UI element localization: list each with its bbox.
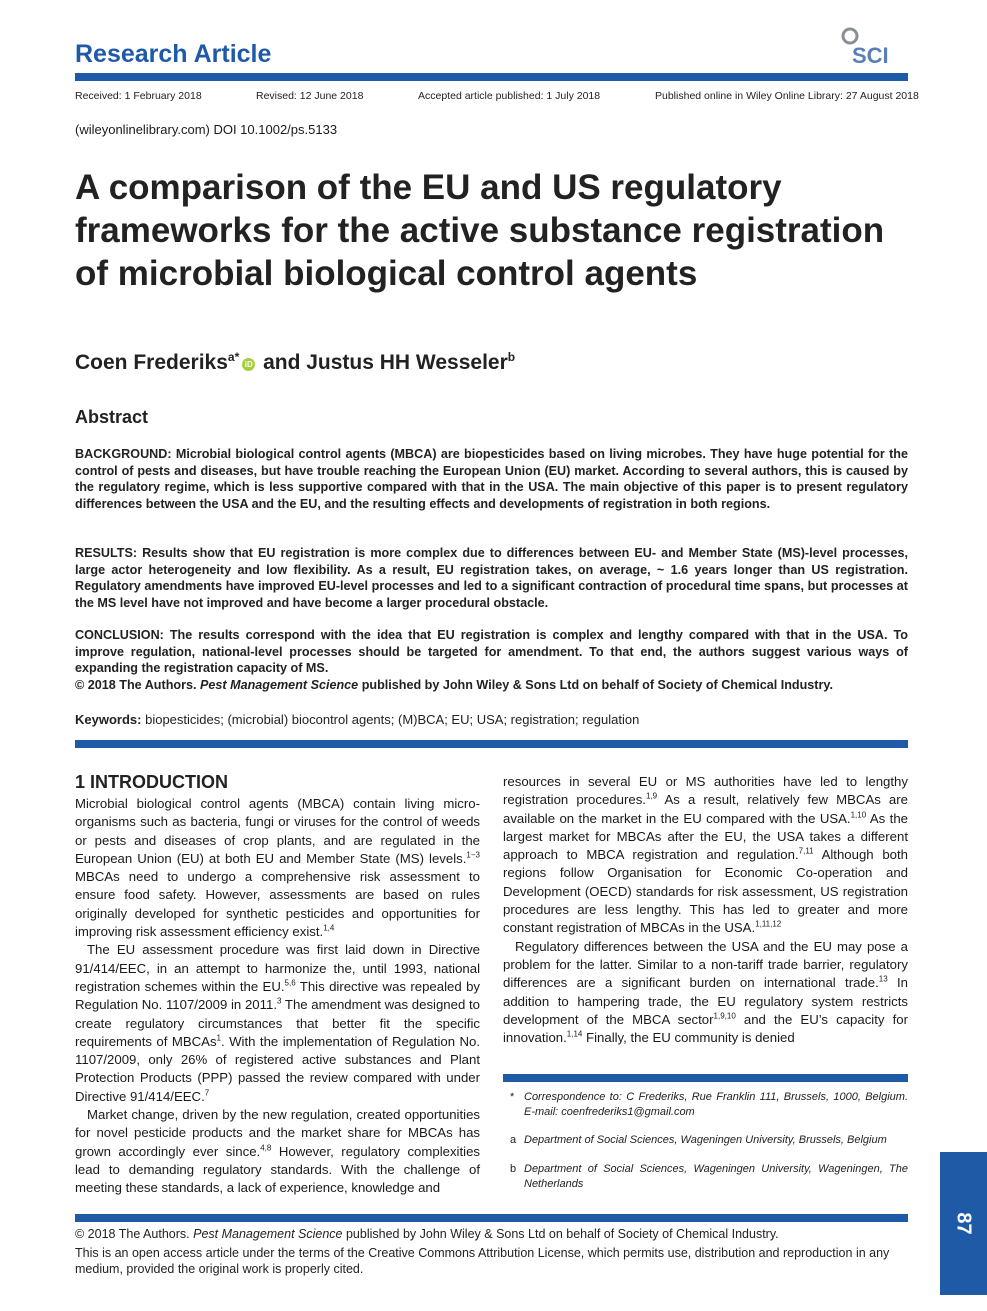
paragraph: Microbial biological control agents (MBCA) contain living micro-organisms such as bacteria, fungi or viruses for the control of weeds or pests and diseases of crop plants, and are regulated in the European Union (EU) at both EU and Member State (MS) levels.$^{1-3}$ MBCAs need to undergo a comprehensive risk assessment to ensure food safety. However, assessments are based on rules originally developed for synthetic pesticides and opportunities for improving risk assessment efficiency exist.$^{1,4}$ [75,796,480,940]
footnote-text: Department of Social Sciences, Wageningen University, Brussels, Belgium [524,1134,887,1146]
abstract-results: RESULTS: Results show that EU registration is more complex due to differences between EU- and Member State (MS)-level processes, large actor heterogeneity and low flexibility. As a result, EU registration takes, on average, ~ 1.6 years longer than US registration. Regulatory amendments have improved EU-level processes and led to a significant contraction of procedural time spans, but processes at the MS level have not improved and have become a larger procedural obstacle. [75,546,908,610]
abstract-copyright-pre: © 2018 The Authors. [75,678,197,692]
keywords-label: Keywords: [75,712,142,727]
author-1[interactable]: Coen Frederiks [75,351,228,374]
footnote-mark: * [510,1091,515,1103]
page-number-text: 87 [953,1212,975,1235]
paragraph: Market change, driven by the new regulation, created opportunities for novel pesticide products and the market share for MBCAs has grown accordingly ever since.$^{4,8}$ However, regulatory complexities lead to demanding regulatory standards. With the challenge of meeting these standards, a lack of experience, knowledge and [75,1107,480,1196]
author-2-affiliation: b [507,350,516,364]
abstract-heading: Abstract [75,407,149,427]
page-number [940,1152,987,1295]
footer-copyright-journal: Pest Management Science [193,1227,343,1241]
abstract-copyright-post: published by John Wiley & Sons Ltd on behalf of Society of Chemical Industry. [361,678,833,692]
abstract-copyright-journal: Pest Management Science [200,678,359,692]
paragraph: Regulatory differences between the USA and the EU may pose a problem for the latter. Similar to a non-tariff trade barrier, regulatory differences are a significant burden on international trade.$^{13}$ In addition to hampering trade, the EU regulatory system restricts development of the MBCA sector$^{1,9,10}$ and the EU’s capacity for innovation.$^{1,14}$ Finally, the EU community is denied [503,938,908,1046]
abstract-copyright [75,677,908,694]
footer-copyright [75,1227,779,1241]
revised-date: Revised: 12 June 2018 [256,90,364,102]
logo-text: SCI [852,43,889,68]
paragraph: The EU assessment procedure was first laid down in Directive 91/414/EEC, in an attempt to harmonize the, until 1993, national registration schemes within the EU.$^{5,6}$ This directive was repealed by Regulation No. 1107/2009 in 2011.$^3$ The amendment was designed to create regulatory circumstances that better fit the specific requirements of MBCAs$^1$. With the implementation of Regulation No. 1107/2009, only 26% of registered active substances and Plant Protection Products (PPP) passed the review compared with under Directive 91/414/EEC.$^7$ [75,942,481,1104]
footnote-mark: b [510,1163,517,1175]
authors [75,350,515,375]
footnote-correspondence [503,1090,908,1120]
abstract-rule [75,740,908,748]
abstract-background: BACKGROUND: Microbial biological control agents (MBCA) are biopesticides based on living microbes. They have huge potential for the control of pests and diseases, but have trouble reaching the European Union (EU) market. According to several authors, this is caused by the regulatory regime, which is less supportive compared with that in the USA. The main objective of this paper is to present regulatory differences between the USA and the EU, and the resulting effects and developments of registration in both regions. [75,447,908,511]
keywords-list: biopesticides; (microbial) biocontrol agents; (M)BCA; EU; USA; registration; regulation [145,712,640,727]
published-date: Published online in Wiley Online Library: 27 August 2018 [655,90,919,102]
footnote-affiliation-b [503,1162,908,1192]
footnote-text: Department of Social Sciences, Wageningen University, Wageningen, The Netherlands [524,1163,908,1190]
paragraph: resources in several EU or MS authorities have led to lengthy registration procedures.$^{1,9}$ As a result, relatively few MBCAs are available on the market in the EU compared with the USA.$^{1,10}$ As the largest market for MBCAs after the EU, the USA takes a different approach to MBCA registration and regulation.$^{7,11}$ Although both regions follow Organisation for Economic Co-operation and Development (OECD) standards for risk assessment, US registration procedures are less lengthy. This has led to greater and more constant registration of MBCAs in the USA.$^{1,11,12}$ [503,774,909,936]
doi[interactable]: (wileyonlinelibrary.com) DOI 10.1002/ps.5133 [75,122,338,137]
article-type-label: Research Article [75,40,272,68]
footer-rule [75,1214,908,1222]
footer-copyright-post: published by John Wiley & Sons Ltd on behalf of Society of Chemical Industry. [345,1227,779,1241]
sci-logo [838,24,910,68]
footer-copyright-pre: © 2018 The Authors. [75,1227,190,1241]
orcid-icon[interactable]: iD [242,358,255,371]
footnote-rule [503,1074,908,1082]
header-rule [75,73,908,81]
keywords [75,712,639,727]
accepted-date: Accepted article published: 1 July 2018 [418,90,601,102]
abstract-conclusion: CONCLUSION: The results correspond with the idea that EU registration is complex and lengthy compared with that in the USA. To improve regulation, national-level processes should be targeted for amendment. To that end, the authors suggest various ways of expanding the registration capacity of MS. [75,628,908,676]
received-date: Received: 1 February 2018 [75,90,202,102]
author-2[interactable]: and Justus HH Wesseler [263,351,508,374]
footnote-mark: a [510,1134,517,1146]
section-heading-introduction: 1 INTRODUCTION [75,772,228,792]
article-title: A comparison of the EU and US regulatory frameworks for the active substance registration of microbial biological control agents [75,168,885,293]
body-column-left [75,795,480,1198]
footnote-affiliation-a [503,1133,908,1148]
footnote-text: Correspondence to: C Frederiks, Rue Franklin 111, Brussels, 1000, Belgium. E-mail: coenfrederiks1@gmail.com [524,1091,908,1118]
body-column-right [503,773,908,1047]
footer-license: This is an open access article under the terms of the Creative Commons Attribution License, which permits use, distribution and reproduction in any medium, provided the original work is properly cited. [75,1246,890,1276]
author-1-affiliation: a* [227,350,240,364]
